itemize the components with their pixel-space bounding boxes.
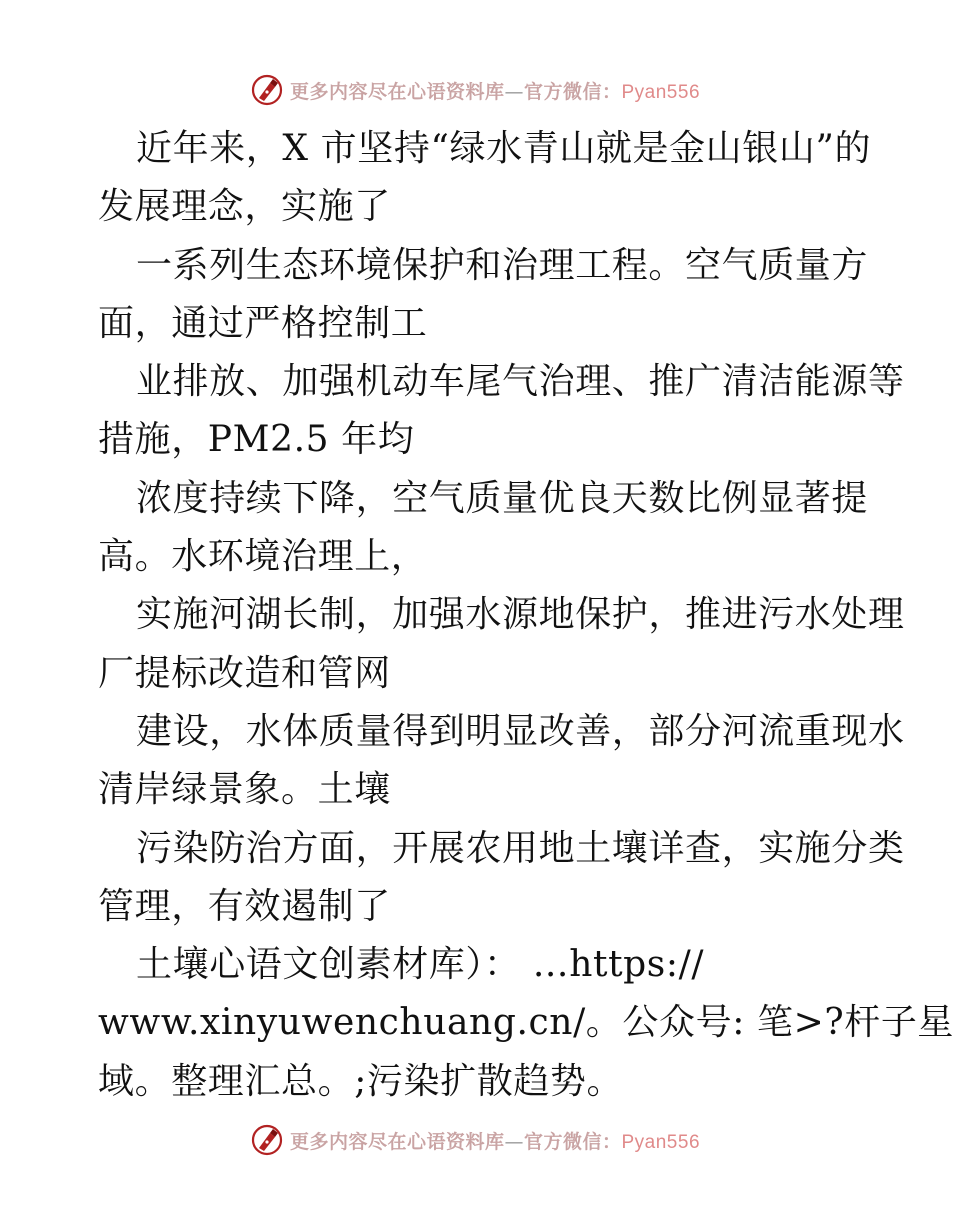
header-separator: — bbox=[504, 80, 524, 103]
footer-wechat-id: Pyan556 bbox=[621, 1131, 701, 1153]
footer-main-text: 更多内容尽在心语资料库 bbox=[289, 1130, 505, 1153]
body-line: 一系列生态环境保护和治理工程。空气质量方 bbox=[136, 244, 869, 286]
document-body bbox=[98, 120, 954, 1111]
body-line: 污染防治方面，开展农用地土壤详查，实施分类 bbox=[136, 827, 905, 869]
body-line: 面，通过严格控制工 bbox=[98, 302, 428, 344]
header-text bbox=[290, 77, 700, 104]
body-line: 措施，PM2.5 年均 bbox=[98, 419, 415, 461]
body-line: 高。水环境治理上， bbox=[98, 536, 428, 578]
header-wechat-id: Pyan556 bbox=[621, 81, 701, 103]
body-line: 发展理念，实施了 bbox=[98, 186, 391, 228]
pen-nib-icon bbox=[250, 1123, 284, 1157]
pen-nib-icon bbox=[250, 73, 284, 107]
body-line: 域。整理汇总。;污染扩散趋势。 bbox=[98, 1060, 624, 1102]
body-line: 近年来，X 市坚持“绿水青山就是金山银山”的 bbox=[136, 128, 872, 169]
body-line: 管理，有效遏制了 bbox=[98, 885, 391, 927]
header-main-text: 更多内容尽在心语资料库 bbox=[289, 80, 505, 103]
body-line: 浓度持续下降，空气质量优良天数比例显著提 bbox=[136, 477, 869, 519]
header-wechat-label: 官方微信： bbox=[523, 80, 622, 103]
footer-banner bbox=[0, 1120, 950, 1160]
footer-separator: — bbox=[504, 1130, 524, 1153]
body-line: 清岸绿景象。土壤 bbox=[98, 769, 391, 811]
footer-wechat-label: 官方微信： bbox=[523, 1130, 622, 1153]
body-line: 实施河湖长制，加强水源地保护，推进污水处理 bbox=[136, 594, 905, 636]
header-banner bbox=[0, 70, 950, 110]
body-line-url: www.xinyuwenchuang.cn/。公众号: 笔>?杆子星 bbox=[98, 1002, 954, 1044]
body-line: 建设，水体质量得到明显改善，部分河流重现水 bbox=[136, 710, 905, 752]
body-line: 业排放、加强机动车尾气治理、推广清洁能源等 bbox=[136, 361, 905, 403]
body-line: 土壤心语文创素材库）： …https:// bbox=[136, 944, 705, 986]
body-line: 厂提标改造和管网 bbox=[98, 652, 391, 694]
footer-text bbox=[290, 1127, 700, 1154]
